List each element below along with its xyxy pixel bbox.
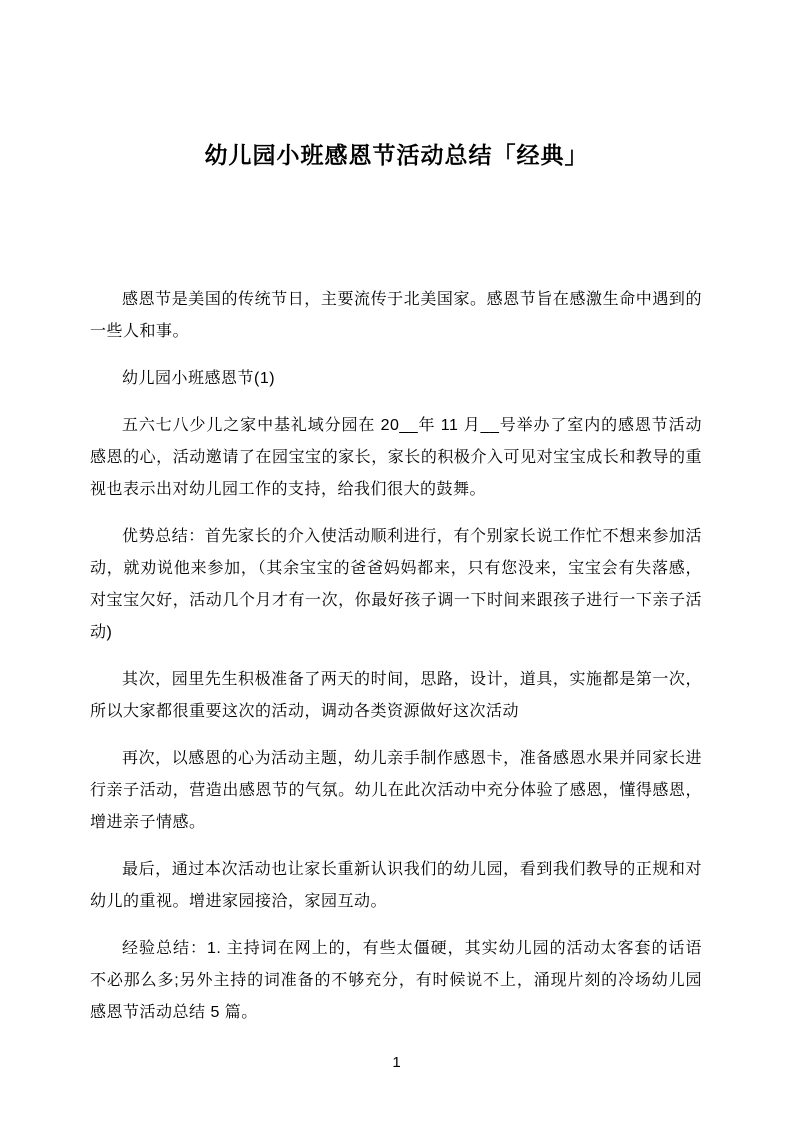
paragraph-finally: 最后，通过本次活动也让家长重新认识我们的幼儿园，看到我们教导的正规和对幼儿的重视。增进家园接洽，家园互动。 <box>90 861 702 910</box>
paragraph-thirdly: 再次，以感恩的心为活动主题，幼儿亲手制作感恩卡，准备感恩水果并同家长进行亲子活动，营造出感恩节的气氛。幼儿在此次活动中充分体验了感恩，懂得感恩，增进亲子情感。 <box>90 750 702 831</box>
paragraph-section-heading: 幼儿园小班感恩节(1) <box>122 370 276 387</box>
page-number: 1 <box>392 1054 401 1071</box>
document-title: 幼儿园小班感恩节活动总结「经典」 <box>204 142 589 168</box>
paragraph-advantage-summary: 优势总结：首先家长的介入使活动顺利进行，有个别家长说工作忙不想来参加活动，就劝说他来参加，（其余宝宝的爸爸妈妈都来，只有您没来，宝宝会有失落感，对宝宝欠好，活动几个月才有一次，你最好孩子调一下时间来跟孩子进行一下亲子活动) <box>90 528 702 641</box>
document-body <box>90 284 702 1029</box>
paragraph-event-overview: 五六七八少儿之家中基礼域分园在 20__年 11 月__号举办了室内的感恩节活动感恩的心，活动邀请了在园宝宝的家长，家长的积极介入可见对宝宝成长和教导的重视也表示出对幼儿园工作的支持，给我们很大的鼓舞。 <box>90 417 702 498</box>
paragraph-intro: 感恩节是美国的传统节日，主要流传于北美国家。感恩节旨在感激生命中遇到的一些人和事。 <box>90 291 702 340</box>
paragraph-experience-summary: 经验总结：1. 主持词在网上的，有些太僵硬，其实幼儿园的活动太客套的话语不必那么多;另外主持的词准备的不够充分，有时候说不上，涌现片刻的冷场幼儿园感恩节活动总结 5 篇。 <box>90 940 702 1021</box>
paragraph-secondly: 其次，园里先生积极准备了两天的时间，思路，设计，道具，实施都是第一次，所以大家都很重要这次的活动，调动各类资源做好这次活动 <box>90 671 702 720</box>
